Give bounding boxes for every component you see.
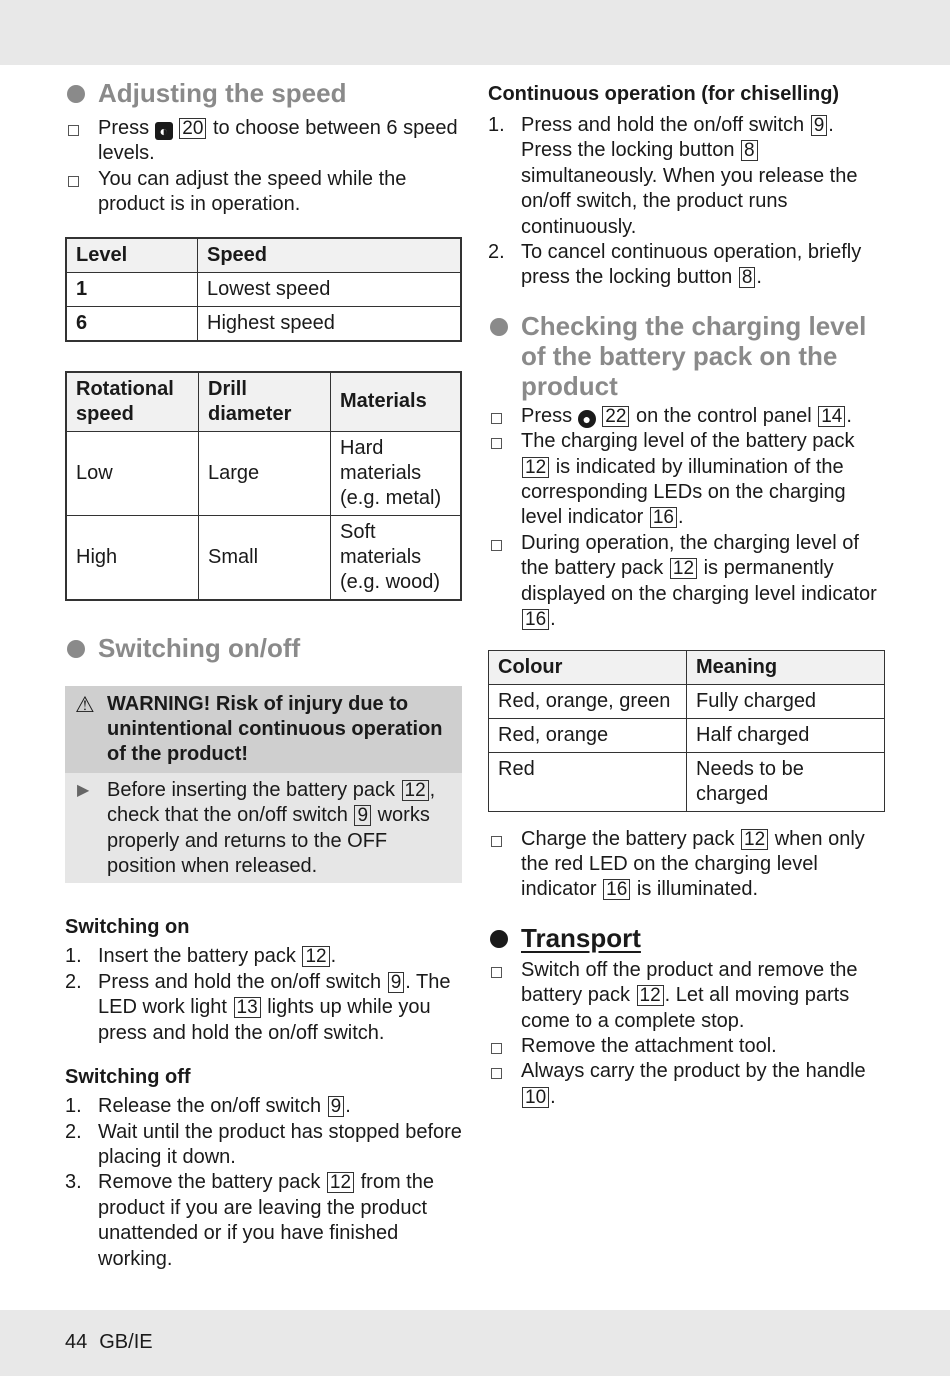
list-item: Charge the battery pack 12 when only the red LED on the charging level indicator 16 is illuminated. <box>488 827 885 903</box>
page-footer <box>65 1331 165 1354</box>
list-item: You can adjust the speed while the product is in operation. <box>65 167 462 218</box>
continuous-title: Continuous operation (for chiselling) <box>488 83 840 105</box>
list-item: 1. Release the on/off switch 9 . <box>65 1095 351 1118</box>
table-row: Red, orange Half charged <box>489 718 885 752</box>
transport-heading: Transport <box>488 923 885 953</box>
charge-note <box>488 827 885 903</box>
switching-on-title: Switching on <box>65 916 190 939</box>
list-item: 2. Press and hold the on/off switch 9 . The LED work light 13 lights up while you press and hold the on/off switch. <box>65 970 451 1044</box>
warning-title: ⚠ WARNING! Risk of injury due to unintentional continuous operation of the product! <box>65 686 462 773</box>
list-item: 1. Press and hold the on/off switch 9 . Press the locking button 8 simultaneously. When you release the on/off switch, the product runs continuously. <box>488 114 858 238</box>
list-item: 2. Wait until the product has stopped before placing it down. <box>65 1120 462 1168</box>
battery-check-icon: ● <box>578 410 596 428</box>
table-row: 1 Lowest speed <box>66 272 461 306</box>
speed-bullets <box>65 116 462 218</box>
level-table: Level Speed 1 Lowest speed 6 Highest speed <box>65 237 462 342</box>
charging-heading: Checking the charging level of the battery pack on the product <box>488 311 885 401</box>
right-column <box>488 78 885 1110</box>
table-row: Low Large Hard materials (e.g. metal) <box>66 431 461 515</box>
list-item: 2. To cancel continuous operation, briefly press the locking button 8 . <box>488 241 862 289</box>
list-item: Always carry the product by the handle 10 . <box>488 1059 885 1110</box>
list-item: During operation, the charging level of the battery pack 12 is permanently displayed on the charging level indicator 16 . <box>488 531 885 633</box>
warning-body: ▶ Before inserting the battery pack 12 , check that the on/off switch 9 works properly and returns to the OFF position when released. <box>77 778 436 878</box>
continuous-steps <box>488 113 885 291</box>
table-row: High Small Soft materials (e.g. wood) <box>66 515 461 600</box>
list-item: 3. Remove the battery pack 12 from the product if you are leaving the product unattended or if you have finished working. <box>65 1171 434 1270</box>
list-item: 1. Insert the battery pack 12 . <box>65 945 337 968</box>
warning-icon: ⚠ <box>75 691 95 717</box>
switching-heading: Switching on/off <box>65 633 462 663</box>
top-band <box>0 0 950 65</box>
switching-off-title: Switching off <box>65 1066 191 1089</box>
switching-on-steps <box>65 944 462 1046</box>
speed-icon: ◐ <box>155 122 173 140</box>
list-item: Press ◐ 20 to choose between 6 speed levels. <box>65 116 462 167</box>
list-item: The charging level of the battery pack 12 is indicated by illumination of the corresponding LEDs on the charging level indicator 16 . <box>488 429 885 531</box>
list-item: Press ● 22 on the control panel 14 . <box>488 404 885 429</box>
arrow-right-icon: ▶ <box>77 781 90 799</box>
table-row: Red Needs to be charged <box>489 752 885 811</box>
region-label: GB/IE <box>99 1331 153 1353</box>
material-table: Rotational speed Drill diameter Materials Low Large Hard materials (e.g. metal) High Small Soft materials (e.g. wood) <box>65 371 462 601</box>
table-row: 6 Highest speed <box>66 306 461 341</box>
charging-bullets <box>488 404 885 633</box>
transport-bullets <box>488 958 885 1110</box>
page-number: 44 <box>65 1331 88 1353</box>
colour-table: Colour Meaning Red, orange, green Fully charged Red, orange Half charged Red Needs to be charged <box>488 650 885 812</box>
switching-off-steps <box>65 1094 462 1272</box>
list-item: Remove the attachment tool. <box>488 1034 885 1059</box>
left-column <box>65 78 462 1272</box>
list-item: Switch off the product and remove the battery pack 12 . Let all moving parts come to a complete stop. <box>488 958 885 1034</box>
speed-heading: Adjusting the speed <box>65 78 462 108</box>
table-row: Red, orange, green Fully charged <box>489 684 885 718</box>
warning-box <box>65 686 462 884</box>
